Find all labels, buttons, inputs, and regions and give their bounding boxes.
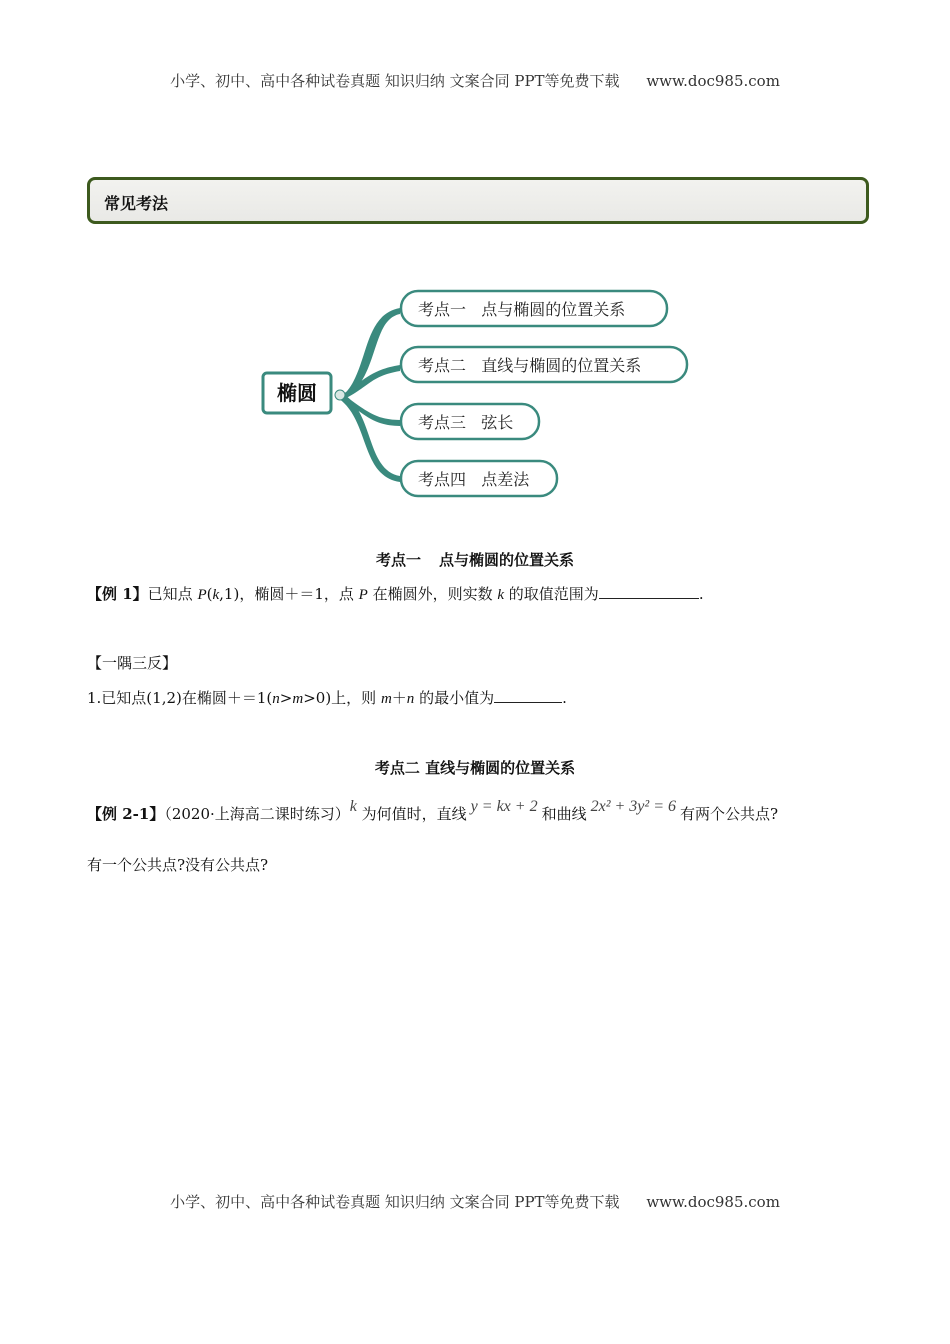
example-1: 【例 1】已知点 P(k,1)，椭圆＋＝1，点 P 在椭圆外，则实数 k 的取值范围为 . [87,585,704,603]
header-text: 小学、初中、高中各种试卷真题 知识归纳 文案合同 PPT等免费下载 [170,72,620,90]
footer-text: 小学、初中、高中各种试卷真题 知识归纳 文案合同 PPT等免费下载 [170,1193,620,1211]
example-2-1-label: 【例 2-1】 [87,805,165,823]
section-title-box [87,177,869,224]
mindmap-branch-4-label: 考点四 点差法 [418,470,530,489]
page-header [0,70,950,91]
mindmap-hub-dot [335,390,345,400]
math-k: k [349,798,357,815]
topic1-heading [0,549,950,570]
topic1-heading-number: 考点一 [375,551,421,569]
example-1-label: 【例 1】 [87,585,148,603]
mindmap-branch-3-label: 考点三 弦长 [418,413,514,432]
mindmap-branch-2-label: 考点二 直线与椭圆的位置关系 [418,356,642,375]
header-url[interactable]: www.doc985.com [646,72,780,90]
topic2-heading: 考点二 直线与椭圆的位置关系 [374,759,576,777]
example-2-1-source: （2020·上海高二课时练习） [164,805,350,823]
topic1-heading-title: 点与椭圆的位置关系 [439,551,575,569]
math-line-equation: y = kx + 2 [470,798,538,815]
mindmap-diagram [250,280,710,510]
footer-url[interactable]: www.doc985.com [646,1193,780,1211]
answer-blank[interactable] [599,584,699,599]
practice-1: 1.已知点(1,2)在椭圆＋＝1(n>m>0)上，则 m＋n 的最小值为 . [87,689,567,707]
mindmap-connectors [338,308,400,482]
section-title: 常见考法 [104,194,169,213]
math-curve-equation: 2x² + 3y² = 6 [590,798,676,815]
practice-label: 【一隅三反】 [87,654,178,672]
mindmap-branch-1-label: 考点一 点与椭圆的位置关系 [418,300,626,319]
page-footer [0,1191,950,1212]
answer-blank[interactable] [494,688,562,703]
example-2-1: 【例 2-1】（2020·上海高二课时练习）k 为何值时，直线 y = kx + 2 和曲线 2x² + 3y² = 6 有两个公共点? [87,798,779,823]
mindmap-root-label: 椭圆 [277,381,317,405]
example-2-1-line2: 有一个公共点?没有公共点? [87,856,269,874]
